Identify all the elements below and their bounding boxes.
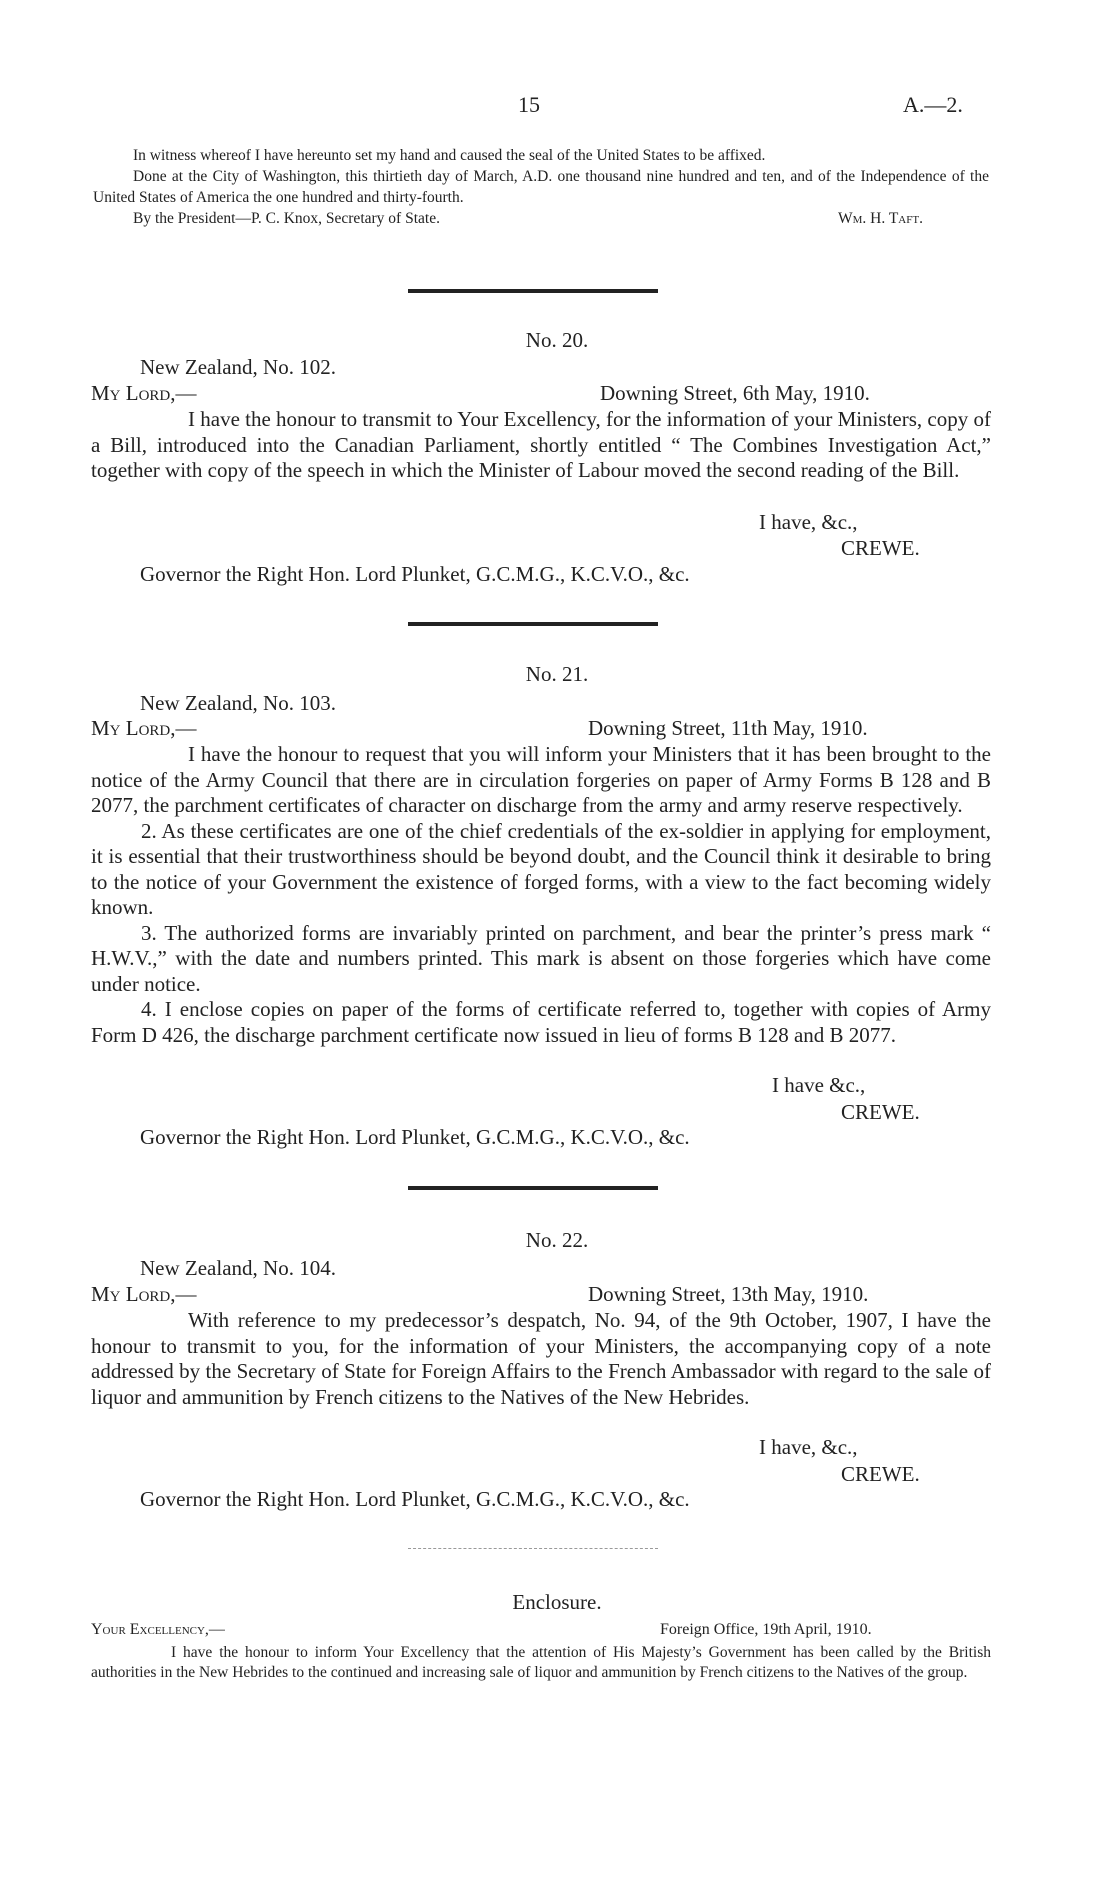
enclosure-place-date: Foreign Office, 19th April, 1910. <box>660 1621 872 1638</box>
paragraph: 2. As these certificates are one of the chief credentials of the ex-soldier in applying for employment, it is essential that their trustworthiness should be beyond doubt, and the Council think it desirable to bring to the notice of your Government the existence of forged forms, with a view to the fact becoming widely known. <box>91 818 991 919</box>
signature: CREWE. <box>841 1100 920 1124</box>
place-date: Downing Street, 11th May, 1910. <box>588 716 868 740</box>
paragraph: I have the honour to request that you will inform your Ministers that it has been brought to the notice of the Army Council that there are in circulation forgeries on paper of Army Forms B 128 and B 2077, the parchment certificates of character on discharge from the army and army reserve respectively. <box>91 742 991 817</box>
letter-body <box>91 1308 991 1410</box>
secretary-of-state: By the President—P. C. Knox, Secretary of State. <box>133 210 440 227</box>
president-signature: Wm. H. Taft. <box>838 210 923 227</box>
letter-number: No. 20. <box>525 328 589 352</box>
letter-body <box>91 407 991 484</box>
witness-done-line: Done at the City of Washington, this thirtieth day of March, A.D. one thousand nine hundred and ten, and of the Independence of the United States of America the one hundred and thirty-fourth. <box>93 168 989 206</box>
salutation: My Lord,— <box>91 716 197 740</box>
section-divider <box>408 289 658 293</box>
paragraph: 4. I enclose copies on paper of the forms of certificate referred to, together with copies of Army Form D 426, the discharge parchment certificate now issued in lieu of forms B 128 and B 2077. <box>91 997 991 1047</box>
letter-number: No. 22. <box>525 1228 589 1252</box>
closing: I have, &c., <box>759 510 858 534</box>
enclosure-body <box>91 1643 991 1683</box>
place-date: Downing Street, 13th May, 1910. <box>588 1282 869 1306</box>
letter-body <box>91 742 991 1048</box>
closing: I have &c., <box>772 1073 866 1097</box>
place-date: Downing Street, 6th May, 1910. <box>600 381 870 405</box>
paragraph: I have the honour to inform Your Excellency that the attention of His Majesty’s Government has been called by the British authorities in the New Hebrides to the continued and increasing sale of liquor and ammunition by French citizens to the Natives of the group. <box>91 1644 991 1681</box>
letter-number: No. 21. <box>525 662 589 686</box>
letter-reference: New Zealand, No. 103. <box>140 691 336 715</box>
enclosure-title: Enclosure. <box>512 1590 602 1614</box>
enclosure-salutation: Your Excellency,— <box>91 1621 225 1638</box>
section-divider-light <box>408 1548 658 1549</box>
signature: CREWE. <box>841 1462 920 1486</box>
addressee: Governor the Right Hon. Lord Plunket, G.C.M.G., K.C.V.O., &c. <box>140 1487 690 1511</box>
witness-line: In witness whereof I have hereunto set my hand and caused the seal of the United States to be affixed. <box>133 147 766 164</box>
paragraph: 3. The authorized forms are invariably printed on parchment, and bear the printer’s press mark “ H.W.V.,” with the date and numbers printed. This mark is absent on those forgeries which have come under notice. <box>91 920 991 996</box>
paper-reference: A.—2. <box>903 92 963 117</box>
closing: I have, &c., <box>759 1435 858 1459</box>
section-divider <box>408 1186 658 1190</box>
paragraph: With reference to my predecessor’s despatch, No. 94, of the 9th October, 1907, I have the honour to transmit to you, for the information of your Ministers, the accompanying copy of a note addressed by the Secretary of State for Foreign Affairs to the French Ambassador with regard to the sale of liquor and ammunition by French citizens to the Natives of the New Hebrides. <box>91 1308 991 1409</box>
page-number: 15 <box>518 92 540 117</box>
letter-reference: New Zealand, No. 104. <box>140 1256 336 1280</box>
addressee: Governor the Right Hon. Lord Plunket, G.C.M.G., K.C.V.O., &c. <box>140 1125 690 1149</box>
letter-reference: New Zealand, No. 102. <box>140 355 336 379</box>
witness-signature-line <box>93 208 989 229</box>
section-divider <box>408 622 658 626</box>
salutation: My Lord,— <box>91 381 197 405</box>
paragraph: I have the honour to transmit to Your Excellency, for the information of your Ministers, copy of a Bill, introduced into the Canadian Parliament, shortly entitled “ The Combines Investigation Act,” together with copy of the speech in which the Minister of Labour moved the second reading of the Bill. <box>91 407 991 482</box>
witness-block <box>93 145 989 229</box>
addressee: Governor the Right Hon. Lord Plunket, G.C.M.G., K.C.V.O., &c. <box>140 562 690 586</box>
salutation: My Lord,— <box>91 1282 197 1306</box>
signature: CREWE. <box>841 536 920 560</box>
